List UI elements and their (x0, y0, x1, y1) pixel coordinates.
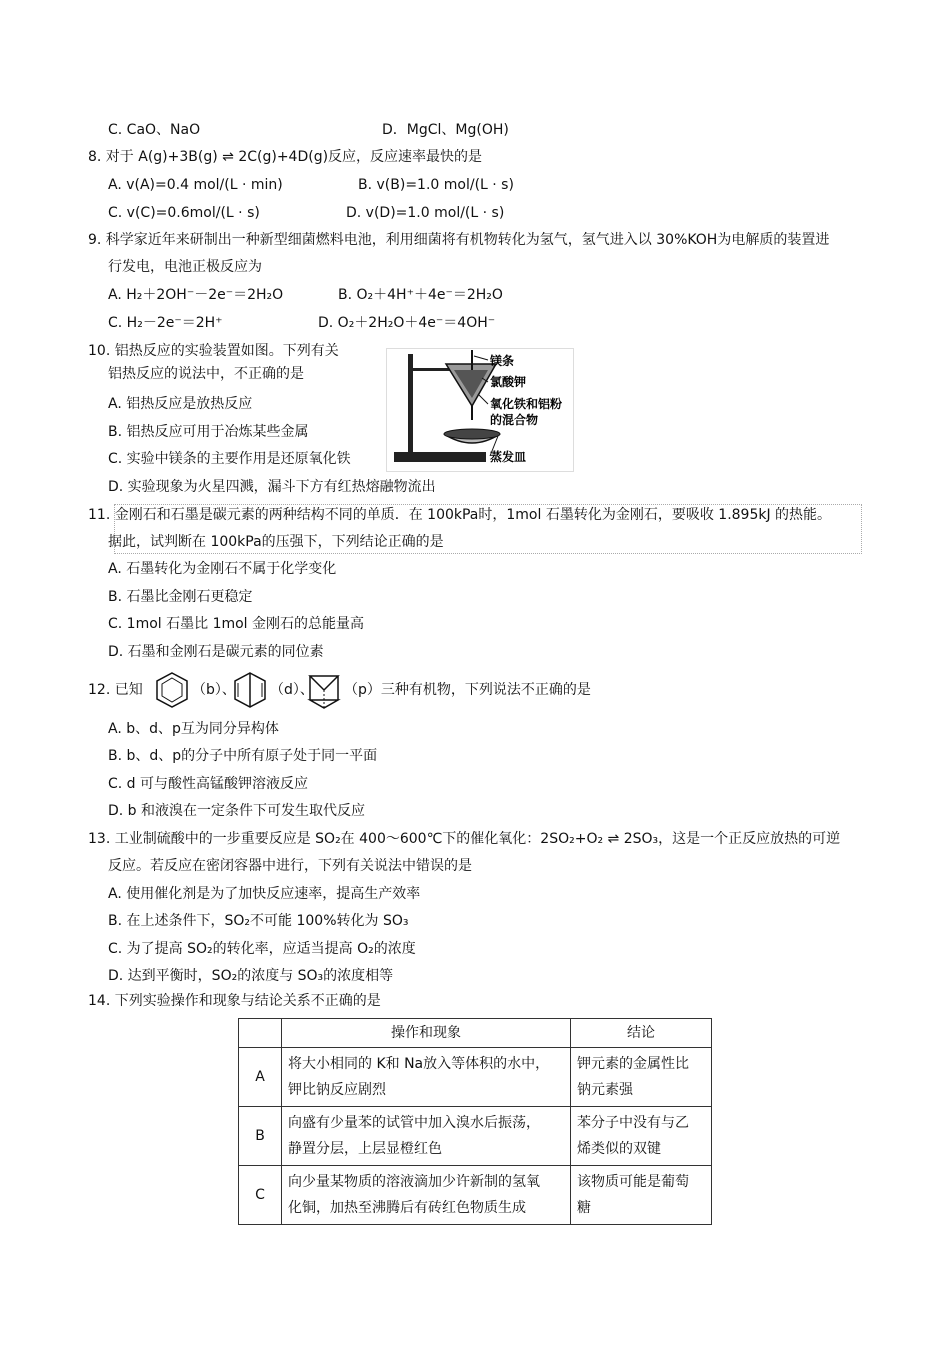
q13-option-a: A. 使用催化剂是为了加快反应速率，提高生产效率 (108, 886, 421, 902)
fig-label-mixture2: 的混合物 (490, 413, 539, 427)
row-operation (282, 1107, 571, 1166)
row-conclusion-line1: 苯分子中没有与乙 (577, 1115, 689, 1131)
fig-label-mg: 镁条 (490, 354, 515, 368)
fig-label-dish: 蒸发皿 (490, 450, 527, 464)
q11-option-b: B. 石墨比金刚石更稳定 (108, 589, 253, 605)
fig-label-kclo3: 氯酸钾 (490, 375, 527, 389)
row-conclusion (571, 1166, 712, 1225)
q11-option-c: C. 1mol 石墨比 1mol 金刚石的总能量高 (108, 616, 365, 632)
benzene-structure-icon (154, 670, 190, 710)
q10-stem-line1: 10. 铝热反应的实验装置如图。下列有关 (88, 343, 339, 359)
q11-option-a: A. 石墨转化为金刚石不属于化学变化 (108, 561, 337, 577)
q7-option-c: C. CaO、NaO (108, 122, 201, 138)
q12-label-b: （b）、 (192, 682, 236, 698)
thermite-apparatus-figure (386, 348, 574, 472)
table-header-empty (239, 1019, 282, 1048)
row-operation-line1: 向盛有少量苯的试管中加入溴水后振荡， (288, 1115, 540, 1131)
row-operation (282, 1048, 571, 1107)
q13-option-c: C. 为了提高 SO₂的转化率，应适当提高 O₂的浓度 (108, 941, 416, 957)
row-label: B (239, 1107, 282, 1166)
row-operation-line2: 化铜，加热至沸腾后有砖红色物质生成 (288, 1200, 526, 1216)
row-conclusion-line2: 烯类似的双键 (577, 1141, 661, 1157)
table-row (239, 1166, 712, 1225)
q12-option-d: D. b 和液溴在一定条件下可发生取代反应 (108, 803, 366, 819)
row-conclusion-line2: 钠元素强 (577, 1082, 633, 1098)
q10-option-b: B. 铝热反应可用于冶炼某些金属 (108, 424, 309, 440)
row-operation-line1: 向少量某物质的溶液滴加少许新制的氢氧 (288, 1174, 540, 1190)
q13-stem-line2: 反应。若反应在密闭容器中进行，下列有关说法中错误的是 (108, 858, 472, 874)
q9-option-a: A. H₂＋2OH⁻－2e⁻＝2H₂O (108, 287, 284, 303)
row-label: A (239, 1048, 282, 1107)
q10-option-d: D. 实验现象为火星四溅，漏斗下方有红热熔融物流出 (108, 479, 436, 495)
fig-label-mixture: 氧化铁和铝粉 (490, 397, 563, 411)
prismane-structure-icon (306, 670, 342, 710)
q13-option-d: D. 达到平衡时，SO₂的浓度与 SO₃的浓度相等 (108, 968, 394, 984)
q8-option-a: A. v(A)=0.4 mol/(L · min) (108, 177, 283, 193)
row-label: C (239, 1166, 282, 1225)
q8-stem: 8. 对于 A(g)+3B(g) ⇌ 2C(g)+4D(g)反应，反应速率最快的是 (88, 149, 483, 165)
row-conclusion-line1: 该物质可能是葡萄 (577, 1174, 689, 1190)
q13-stem-line1: 13. 工业制硫酸中的一步重要反应是 SO₂在 400～600℃下的催化氧化：2SO₂+O₂ ⇌ 2SO₃，这是一个正反应放热的可逆 (88, 831, 841, 847)
q13-option-b: B. 在上述条件下，SO₂不可能 100%转化为 SO₃ (108, 913, 409, 929)
q9-option-c: C. H₂－2e⁻＝2H⁺ (108, 315, 223, 331)
q11-stem-line1: 11. 金刚石和石墨是碳元素的两种结构不同的单质．在 100kPa时，1mol 石墨转化为金刚石，要吸收 1.895kJ 的热能。 (88, 507, 832, 523)
row-conclusion-line2: 糖 (577, 1200, 591, 1216)
q9-option-b: B. O₂＋4H⁺＋4e⁻＝2H₂O (338, 287, 503, 303)
q8-option-b: B. v(B)=1.0 mol/(L · s) (358, 177, 514, 193)
row-operation-line2: 钾比钠反应剧烈 (288, 1082, 386, 1098)
q12-option-b: B. b、d、p的分子中所有原子处于同一平面 (108, 748, 378, 764)
row-operation (282, 1166, 571, 1225)
q11-stem-line2: 据此，试判断在 100kPa的压强下，下列结论正确的是 (108, 534, 444, 550)
dewar-benzene-structure-icon (232, 670, 268, 710)
row-conclusion (571, 1048, 712, 1107)
row-conclusion (571, 1107, 712, 1166)
row-conclusion-line1: 钾元素的金属性比 (577, 1056, 689, 1072)
q12-label-d: （d）、 (270, 682, 314, 698)
table-header-operation: 操作和现象 (282, 1019, 571, 1048)
q12-option-c: C. d 可与酸性高锰酸钾溶液反应 (108, 776, 309, 792)
q11-option-d: D. 石墨和金刚石是碳元素的同位素 (108, 644, 324, 660)
table-row (239, 1107, 712, 1166)
q14-stem: 14. 下列实验操作和现象与结论关系不正确的是 (88, 993, 381, 1009)
q9-option-d: D. O₂＋2H₂O＋4e⁻＝4OH⁻ (318, 315, 496, 331)
q9-stem-line2: 行发电，电池正极反应为 (108, 259, 262, 275)
q7-option-d: D．MgCl、Mg(OH) (382, 122, 509, 138)
q9-stem-line1: 9. 科学家近年来研制出一种新型细菌燃料电池，利用细菌将有机物转化为氢气，氢气进入以 30%KOH为电解质的装置进 (88, 232, 830, 248)
q12-label-p: （p）三种有机物，下列说法不正确的是 (344, 682, 591, 698)
q10-option-c: C. 实验中镁条的主要作用是还原氧化铁 (108, 451, 351, 467)
q10-stem-line2: 铝热反应的说法中，不正确的是 (108, 366, 304, 382)
table-row (239, 1048, 712, 1107)
q12-stem-pre: 12. 已知 (88, 682, 143, 698)
q12-option-a: A. b、d、p互为同分异构体 (108, 721, 279, 737)
q10-option-a: A. 铝热反应是放热反应 (108, 396, 253, 412)
q8-option-c: C. v(C)=0.6mol/(L · s) (108, 205, 260, 221)
experiment-table (238, 1018, 712, 1225)
row-operation-line2: 静置分层，上层显橙红色 (288, 1141, 442, 1157)
row-operation-line1: 将大小相同的 K和 Na放入等体积的水中， (288, 1056, 550, 1072)
table-header-conclusion: 结论 (571, 1019, 712, 1048)
table-header-row (239, 1019, 712, 1048)
q8-option-d: D. v(D)=1.0 mol/(L · s) (346, 205, 505, 221)
